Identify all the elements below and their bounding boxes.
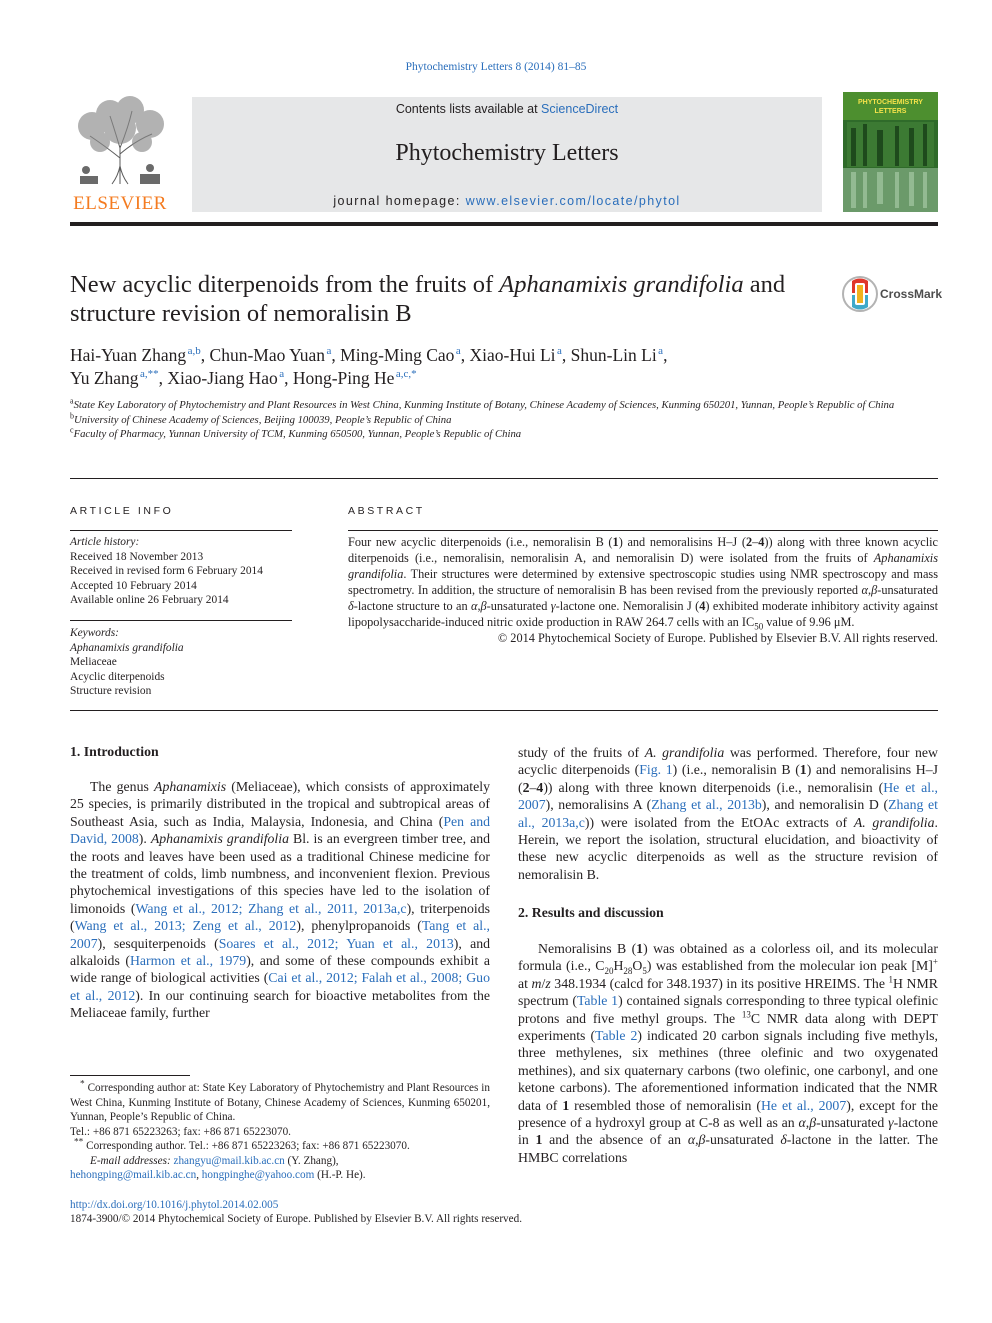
citation-link[interactable]: He et al., 2007 (760, 1097, 847, 1113)
homepage-prefix: journal homepage: (333, 194, 466, 208)
affiliation: $^a$State Key Laboratory of Phytochemistry and Plant Resources in West China, Kunming Institute of Botany, Chinese Academy of Sciences, Kunming 650201, Yunnan, People’s Republic of China (70, 396, 895, 411)
author[interactable]: Xiao-Hui Li $^a$ (469, 345, 562, 365)
results-text: Nemoralisins B (1) was obtained as a colorless oil, and its molecular formula (i.e., $C_{20}H_{28}O_5$) was established from the molecular ion peak [M]+ at m/z 348.1934 (calcd for 348.1937) in its positive HREIMS. The $^1$H NMR spectrum (Table 1) contained signals corresponding to three typical olefinic protons and five methyl groups. The $^{13}$C NMR data along with DEPT experiments (Table 2) indicated 20 carbon signals including five methyls, three methylenes, six methines (three olefinic and two oxygenated methines), and six quaternary carbons (two olefinic, one carbonyl, and one ketone carbons). The aforementioned information indicated that the NMR data of 1 resembled those of nemoralisin (He et al., 2007), except for the presence of a hydroxyl group at C-8 as well as an α,β-unsaturated γ-lactone in 1 and the absence of an α,β-unsaturated δ-lactone in the latter. The HMBC correlations (518, 941, 939, 1165)
table-link[interactable]: Table 2 (595, 1028, 638, 1044)
citation-link[interactable]: Cai et al., 2012; Falah et al., 2008; Guo et al., 2012 (70, 970, 490, 1003)
citation-link[interactable]: Tang et al., 2007 (70, 918, 490, 951)
author[interactable]: Chun-Mao Yuan $^a$ (209, 345, 332, 365)
email-link[interactable]: hehongping@mail.kib.ac.cn (70, 1169, 197, 1181)
history-item: Received 18 November 2013 (70, 550, 204, 563)
email-link[interactable]: zhangyu@mail.kib.ac.cn (173, 1154, 285, 1167)
footnote-rule (70, 1075, 190, 1076)
section-rule (70, 710, 938, 711)
journal-cover[interactable] (843, 92, 938, 212)
citation-link[interactable]: Pen and David, 2008 (70, 813, 490, 847)
author[interactable]: Xiao-Jiang Hao $^a$ (167, 368, 285, 388)
author[interactable]: Shun-Lin Li $^a$ (570, 345, 664, 365)
keyword: Acyclic diterpenoids (70, 670, 165, 683)
affiliations (70, 398, 938, 442)
email-label: E-mail addresses: (90, 1154, 174, 1167)
history-item: Received in revised form 6 February 2014 (70, 565, 263, 577)
section-rule (70, 478, 938, 479)
article-info-heading: ARTICLE INFO (70, 505, 174, 517)
footnote-corresponding-1: Corresponding author at: State Key Laboratory of Phytochemistry and Plant Resources in West China, Kunming Institute of Botany, Chinese Academy of Sciences, Kunming 650201, Yunnan, People’s Republic of China. (70, 1082, 490, 1123)
intro-text: The genus Aphanamixis (Meliaceae), which consists of approximately 25 species, is primarily distributed in the tropical and subtropical areas of Southeast Asia, such as India, Malaysia, Indonesia, and China (Pen and David, 2008). Aphanamixis grandifolia Bl. is an evergreen timber tree, and the roots and leaves have been used as a traditional Chinese medicine for the treatment of colds, limb numbness, and inconvenient flexion. Previous phytochemical investigations of this species have led to the isolation of limonoids (Wang et al., 2012; Zhang et al., 2011, 2013a,c), triterpenoids (Wang et al., 2013; Zeng et al., 2012), phenylpropanoids (Tang et al., 2007), sesquiterpenoids (Soares et al., 2012; Yuan et al., 2013), and alkaloids (Harmon et al., 1979), and some of these compounds exhibit a wide range of biological activities (Cai et al., 2012; Falah et al., 2008; Guo et al., 2012). In our continuing search for bioactive metabolites from the Meliaceae family, further (70, 779, 490, 1021)
title-text-2: and structure revision of nemoralisin B (70, 271, 786, 327)
citation-link[interactable]: Wang et al., 2012; Zhang et al., 2011, 2013a,c (135, 900, 407, 916)
history-heading: Article history: (70, 536, 140, 548)
issn-line: 1874-3900/© 2014 Phytochemical Society of Europe. Published by Elsevier B.V. All rights reserved. (70, 1213, 522, 1225)
abstract-copyright: © 2014 Phytochemical Society of Europe. Published by Elsevier B.V. All rights reserved. (497, 631, 938, 645)
abstract-rule (348, 530, 938, 531)
crossmark-label: CrossMark (880, 287, 943, 301)
article-history (70, 535, 292, 608)
keywords (70, 626, 292, 699)
author[interactable]: Hong-Ping He $^{a,c,*}$ (292, 368, 417, 388)
citation-link[interactable]: Zhang et al., 2013b (651, 797, 762, 813)
footnote-corresponding-2: Corresponding author. Tel.: +86 871 65223263; fax: +86 871 65223070. (86, 1140, 410, 1152)
title-species: Aphanamixis grandifolia (499, 271, 744, 298)
author[interactable]: Ming-Ming Cao $^a$ (340, 345, 461, 365)
keywords-heading: Keywords: (70, 627, 119, 639)
crossmark-badge[interactable] (842, 273, 942, 315)
figure-link[interactable]: Fig. 1 (639, 762, 673, 778)
elsevier-logo (70, 96, 170, 213)
doi-link[interactable]: http://dx.doi.org/10.1016/j.phytol.2014.02.005 (70, 1199, 279, 1211)
citation-link[interactable]: He et al., 2007 (518, 779, 938, 813)
elsevier-wordmark: ELSEVIER (73, 193, 167, 214)
title-text-1: New acyclic diterpenoids from the fruits of (70, 271, 500, 298)
author[interactable]: Hai-Yuan Zhang $^{a,b}$ (70, 345, 201, 365)
article-info-rule (70, 530, 292, 531)
running-head[interactable]: Phytochemistry Letters 8 (2014) 81–85 (405, 61, 587, 73)
affiliation: $^b$University of Chinese Academy of Sciences, Beijing 100039, People’s Republic of China (70, 410, 452, 426)
table-link[interactable]: Table 1 (576, 993, 619, 1009)
homepage-link[interactable]: www.elsevier.com/locate/phytol (465, 194, 681, 208)
keyword: Structure revision (70, 685, 152, 697)
contents-line (192, 102, 822, 116)
citation-link[interactable]: Wang et al., 2013; Zeng et al., 2012 (74, 918, 297, 934)
contents-prefix: Contents lists available at (395, 102, 542, 116)
intro-text-continued: study of the fruits of A. grandifolia was performed. Therefore, four new acyclic diterpenoids (Fig. 1) (i.e., nemoralisin B (1) and nemoralisins H–J (2–4)) along with three known diterpenoids (i.e., nemoralisin (He et al., 2007), nemoralisins A (Zhang et al., 2013b), and nemoralisin D (Zhang et al., 2013a,c)) were isolated from the EtOAc extracts of A. grandifolia. Herein, we report the isolation, structural elucidation, and bioactivity of these new acyclic diterpenoids as well as the structure revision of nemoralisin B. (518, 745, 938, 882)
header-rule (70, 222, 938, 226)
history-item: Available online 26 February 2014 (70, 594, 229, 606)
sciencedirect-link[interactable]: ScienceDirect (541, 102, 619, 116)
section-heading: 2. Results and discussion (518, 905, 664, 920)
history-item: Accepted 10 February 2014 (70, 579, 197, 592)
keyword: Meliaceae (70, 656, 117, 668)
author-list: Hai-Yuan Zhang $^{a,b}$, Chun-Mao Yuan $^a$, Ming-Ming Cao $^a$, Xiao-Hui Li $^a$, Shun-Lin Li $^a$, Yu Zhang $^{a,**}$, Xiao-Jiang Hao $^a$, Hong-Ping He $^{a,c,*}$ (70, 345, 668, 388)
journal-name: Phytochemistry Letters (395, 140, 619, 166)
crossmark-icon (842, 273, 878, 315)
abstract-body: Four new acyclic diterpenoids (i.e., nemoralisin B (1) and nemoralisins H–J (2–4)) along with three known acyclic diterpenoids (i.e., nemoralisin, nemoralisin A, and nemoralisin D) were isolated from the fruits of Aphanamixis grandifolia. Their structures were determined by extensive spectroscopic studies using NMR spectroscopy and mass spectrometry. In addition, the structure of nemoralisin B has been revised from the previously reported α,β-unsaturated δ-lactone structure to an α,β-unsaturated γ-lactone one. Nemoralisin J (4) exhibited moderate inhibitory activity against lipopolysaccharide-induced nitric oxide production in RAW 264.7 cells with an $IC_{50}$ value of 9.96 μM. © 2014 Phytochemical Society of Europe. Published by Elsevier B.V. All rights reserved. (348, 535, 938, 645)
affiliation: $^c$Faculty of Pharmacy, Yunnan University of TCM, Kunming 650500, Yunnan, People’s Republic of China (70, 425, 522, 440)
citation-link[interactable]: Harmon et al., 1979 (129, 953, 247, 969)
email-link[interactable]: hongpinghe@yahoo.com (201, 1169, 315, 1181)
footnotes: * Corresponding author at: State Key Laboratory of Phytochemistry and Plant Resources in West China, Kunming Institute of Botany, Chinese Academy of Sciences, Kunming 650201, Yunnan, People’s Republic of China. Tel.: +86 871 65223263; fax: +86 871 65223070. ** Corresponding author. Tel.: +86 871 65223263; fax: +86 871 65223070. E-mail addresses: zhangyu@mail.kib.ac.cn (Y. Zhang), hehongping@mail.kib.ac.cn, hongpinghe@yahoo.com (H.-P. He). (70, 1079, 490, 1181)
citation-link[interactable]: Zhang et al., 2013a,c (518, 797, 938, 830)
article-title (70, 270, 830, 328)
section-heading: 1. Introduction (70, 744, 159, 759)
journal-homepage (192, 194, 822, 208)
cover-title: PHYTOCHEMISTRY LETTERS (858, 99, 923, 115)
abstract-heading: ABSTRACT (348, 505, 425, 517)
footnote-tel-1: Tel.: +86 871 65223263; fax: +86 871 65223070. (70, 1125, 291, 1138)
citation-link[interactable]: Soares et al., 2012; Yuan et al., 2013 (218, 935, 454, 951)
keyword: Aphanamixis grandifolia (70, 641, 184, 654)
elsevier-tree-icon (70, 96, 170, 188)
keywords-rule (70, 620, 292, 621)
author[interactable]: Yu Zhang $^{a,**}$ (70, 368, 159, 388)
